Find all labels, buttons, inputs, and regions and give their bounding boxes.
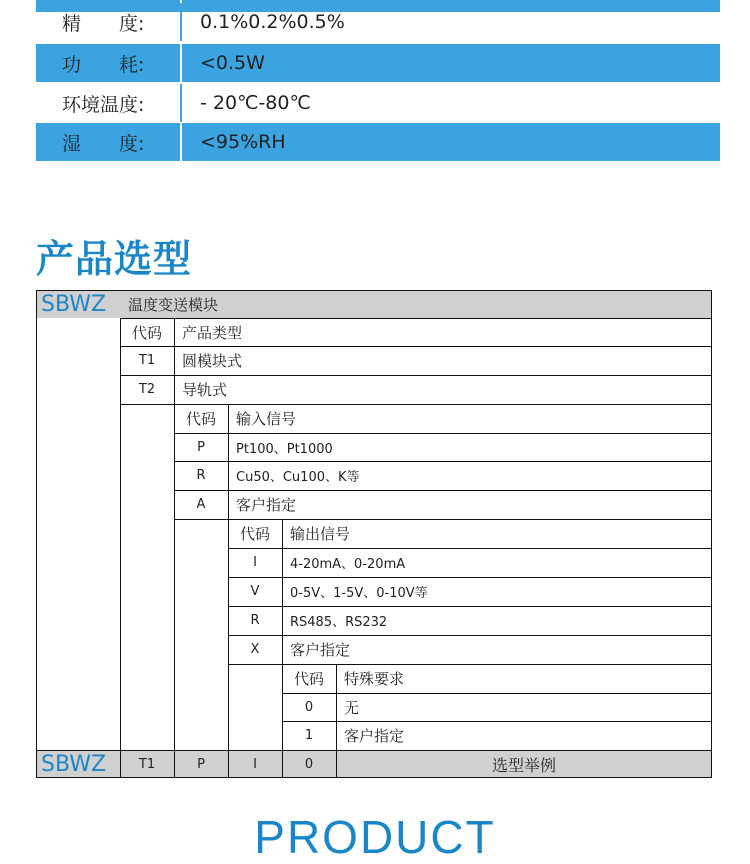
example-code: T1	[138, 756, 156, 772]
input-name: Cu50、Cu100、K等	[236, 470, 360, 485]
grid-line	[120, 404, 712, 405]
output-header: 输出信号	[290, 525, 351, 543]
code-header: 代码	[293, 670, 324, 688]
example-code: 0	[304, 756, 314, 772]
spec-row-humidity	[36, 123, 720, 161]
grid-line	[174, 318, 175, 778]
output-code: X	[250, 642, 260, 657]
grid-line	[228, 664, 712, 665]
example-code: P	[197, 756, 205, 772]
input-code: A	[196, 497, 206, 512]
example-code: I	[253, 756, 257, 772]
example-label: 选型举例	[491, 755, 556, 775]
grid-line	[36, 290, 37, 778]
special-name: 无	[344, 698, 360, 717]
grid-line	[120, 346, 712, 347]
grid-line	[174, 519, 712, 520]
selection-table	[36, 290, 712, 778]
spec-key: 度:	[119, 132, 145, 155]
grid-line	[282, 721, 712, 722]
grid-line	[228, 548, 712, 549]
grid-line	[282, 519, 283, 778]
input-code: R	[196, 468, 206, 483]
grid-line	[36, 750, 712, 751]
section-title: 产品选型	[36, 237, 193, 281]
grid-line	[228, 606, 712, 607]
special-name: 客户指定	[344, 727, 405, 745]
spec-key: 环境温度:	[62, 93, 145, 116]
grid-line	[228, 404, 229, 778]
brand-code: SBWZ	[41, 291, 107, 317]
grid-line	[120, 375, 712, 376]
code-header: 代码	[185, 410, 216, 428]
grid-line	[174, 461, 712, 462]
input-header: 输入信号	[236, 410, 297, 428]
code-header: 代码	[131, 323, 162, 342]
grid-line	[336, 664, 337, 778]
grid-line	[711, 290, 712, 778]
code-header: 代码	[239, 525, 270, 543]
grid-line	[174, 490, 712, 491]
special-code: 1	[304, 728, 314, 743]
spec-row-power	[36, 44, 720, 82]
output-code: R	[250, 613, 260, 628]
output-name: 客户指定	[290, 641, 351, 659]
example-brand: SBWZ	[41, 751, 107, 777]
spec-row-accuracy	[36, 3, 720, 41]
grid-line	[36, 777, 712, 778]
input-name: 客户指定	[236, 496, 297, 514]
grid-line	[282, 693, 712, 694]
spec-value: <0.5W	[200, 52, 265, 74]
input-name: Pt100、Pt1000	[236, 441, 333, 457]
output-name: 0-5V、1-5V、0-10V等	[290, 586, 428, 601]
spec-value: 0.1%0.2%0.5%	[200, 11, 345, 33]
product-type-header: 产品类型	[182, 323, 243, 342]
grid-line	[174, 433, 712, 434]
grid-line	[120, 318, 712, 319]
spec-key: 精	[62, 12, 82, 35]
output-name: RS485、RS232	[290, 615, 388, 630]
type-name: 导轨式	[182, 381, 228, 399]
special-code: 0	[304, 699, 314, 715]
product-heading: PRODUCT	[254, 811, 496, 863]
output-code: I	[253, 555, 257, 570]
spec-value: <95%RH	[200, 131, 286, 153]
special-header: 特殊要求	[344, 670, 405, 688]
spec-key: 功	[62, 53, 82, 76]
spec-key: 耗:	[119, 53, 145, 76]
spec-value: - 20℃-80℃	[200, 92, 311, 114]
brand-desc: 温度变送模块	[128, 295, 219, 314]
type-code: T2	[138, 382, 156, 397]
spec-key: 度:	[119, 12, 145, 35]
type-name: 圆模块式	[182, 352, 243, 370]
spec-key: 湿	[62, 132, 82, 155]
grid-line	[120, 318, 121, 778]
output-name: 4-20mA、0-20mA	[290, 557, 406, 572]
grid-line	[228, 635, 712, 636]
spec-row-temperature	[36, 84, 720, 122]
input-code: P	[197, 439, 205, 455]
type-code: T1	[138, 353, 156, 368]
grid-line	[228, 577, 712, 578]
output-code: V	[250, 584, 260, 599]
grid-line	[36, 290, 712, 291]
